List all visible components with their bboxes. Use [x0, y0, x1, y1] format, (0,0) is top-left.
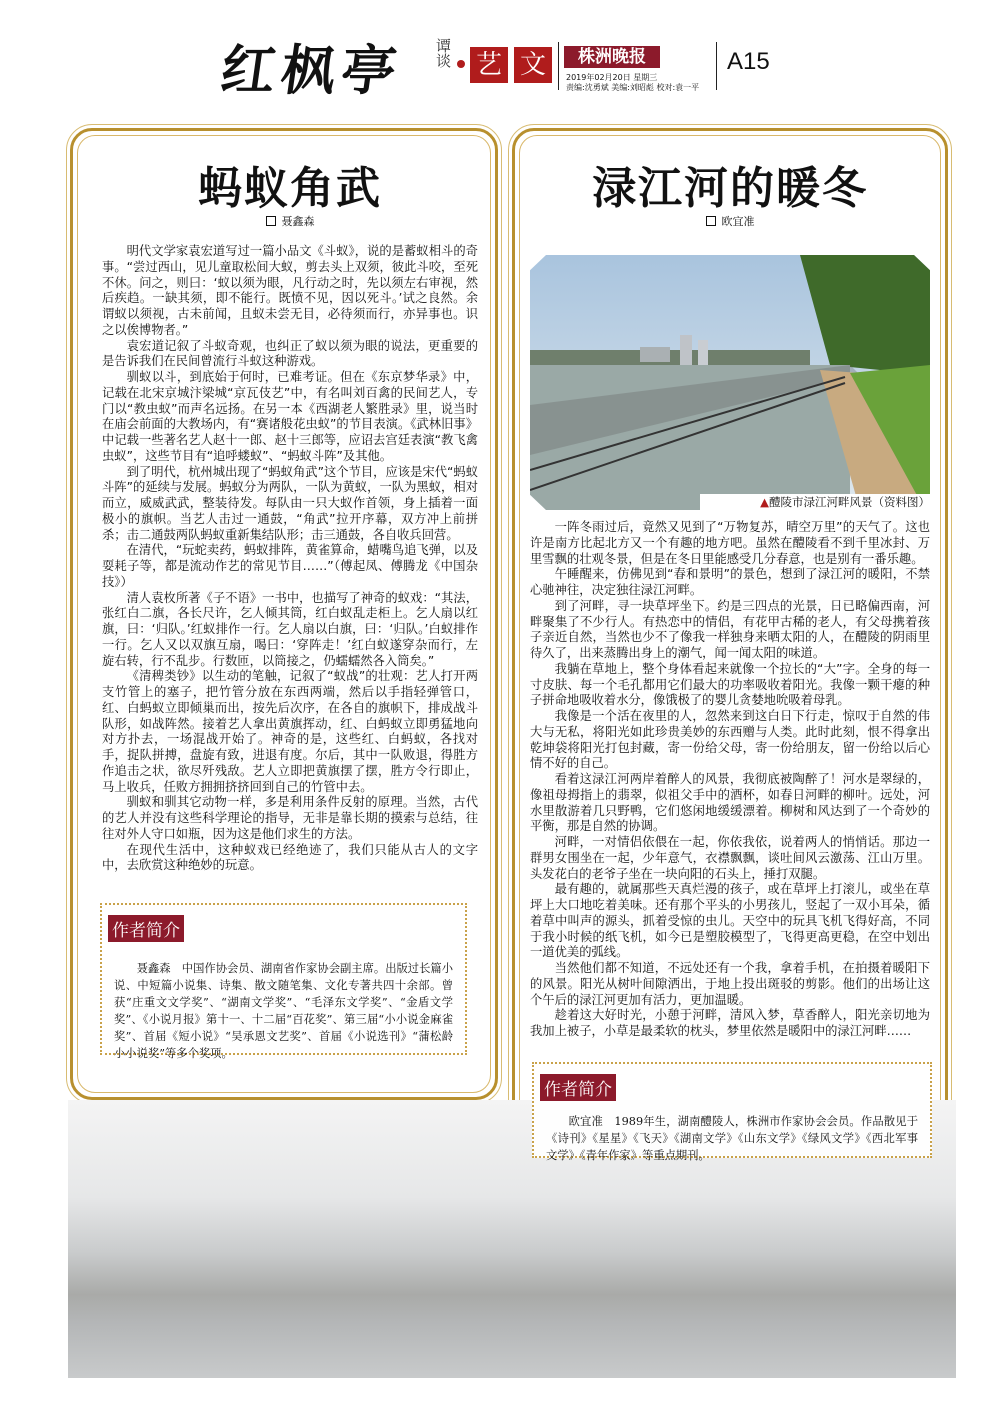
bio-text: 聂鑫森 中国作协会员、湖南省作家协会副主席。出版过长篇小说、中短篇小说集、诗集、散文随笔集、文化专著共四十余部。曾获“庄重文文学奖”、“湖南文学奖”、“毛泽东文学奖”、“金盾文学奖”、《小说月报》第十一、十二届“百花奖”、第三届“小小说金麻雀奖”、首届《短小说》“吴承恩文艺奖”、首届《小说选刊》“蒲松龄小小说奖”等多个奖项。: [114, 962, 453, 1060]
paragraph: 明代文学家袁宏道写过一篇小品文《斗蚁》，说的是蓄蚁相斗的奇事。“尝过西山，见儿童取松间大蚁，剪去头上双须，彼此斗咬，至死不休。问之，则曰：‘蚁以须为眼，凡行动之时，先以须左右审视，然后疾趋。一缺其须，即不能行。既愤不见，因以死斗。’试之良然。余谓蚁以须视，古未前闻，且蚁未尝无目，必待须而行，亦异事也。识之以俟博物者。”: [102, 244, 478, 337]
author-bio: [532, 1062, 932, 1162]
byline: [100, 213, 480, 229]
divider: [716, 42, 717, 90]
paragraph: 在现代生活中，这种蚁戏已经绝迹了，我们只能从古人的文字中，去欣赏这种绝妙的玩意。: [102, 842, 478, 873]
paragraph: 趁着这大好时光，小憩于河畔，清风入梦，草香醉人，阳光亲切地为我加上被子，小草是最柔软的枕头，梦里依然是暖阳中的渌江河畔……: [530, 1008, 930, 1038]
masthead-logo: 红枫亭: [217, 38, 407, 102]
red-dot-icon: [457, 60, 465, 68]
bio-label: 作者简介: [108, 915, 184, 942]
masthead-signature: 谭谈: [434, 38, 452, 68]
paragraph: 在清代，“玩蛇卖药，蚂蚁排阵，黄雀算命，蜡嘴鸟追飞弹，以及耍耗子等，都是流动作艺的常见节目……”（傅起凤、傅腾龙《中国杂技》）: [102, 543, 478, 589]
byline: [530, 213, 930, 229]
paragraph: 到了明代，杭州城出现了“蚂蚁角武”这个节目，应该是宋代“蚂蚁斗阵”的延续与发展。蚂蚁分为两队，一队为黄蚁，一队为黑蚁，相对而立，威威武武，整装待发。每队由一只大蚁作首领，身上插着一面极小的旗帜。当艺人击过一通鼓，“角武”拉开序幕，双方冲上前拼杀；击二通鼓两队蚂蚁重新集结队形；击三通鼓，各自收兵回营。: [102, 464, 478, 542]
paragraph: 最有趣的，就属那些天真烂漫的孩子，或在草坪上打滚儿，或坐在草坪上大口地吃着美味。还有那个平头的小男孩儿，竖起了一双小耳朵，循着草中叫声的源头，抓着受惊的虫儿。天空中的玩具飞机飞得好高，不同于我小时候的纸飞机，如今已是塑胶模型了，飞得更高更稳，在空中划出一道优美的弧线。: [530, 882, 930, 960]
square-icon: [266, 216, 276, 226]
section-char-2: 文: [514, 47, 552, 83]
article-body: [530, 520, 930, 1040]
article-title: 蚂蚁角武: [198, 163, 382, 214]
editor-credits: 责编:沈勇斌 美编:刘昭彪 校对:袁一平: [566, 83, 700, 92]
paragraph: 河畔，一对情侣依偎在一起，你依我依，说着两人的悄悄话。那边一群男女围坐在一起，少年意气，衣襟飘飘，谈吐间风云激荡、江山万里。头发花白的老爷子坐在一块向阳的石头上，捶打双腿。: [530, 835, 930, 881]
newspaper-logo: 株洲晚报: [564, 46, 660, 68]
article-body: [102, 244, 478, 874]
photo-caption: [700, 494, 930, 510]
divider: [558, 42, 559, 90]
bio-text: 欧宜准 1989年生，湖南醴陵人，株洲市作家协会会员。作品散见于《诗刊》《星星》《飞天》《湖南文学》《山东文学》《绿风文学》《西北军事文学》《青年作家》等重点期刊。: [546, 1115, 918, 1162]
paragraph: 袁宏道记叙了斗蚁奇观，也纠正了蚁以须为眼的说法，更重要的是告诉我们在民间曾流行斗蚁这种游戏。: [102, 338, 478, 369]
author-name: 聂鑫森: [281, 215, 315, 228]
paragraph: 到了河畔，寻一块草坪坐下。约是三四点的光景，日已略偏西南，河畔聚集了不少行人。有热恋中的情侣，有花甲古稀的老人，有父母携着孩子亲近自然，当然也少不了像我一样独身来晒太阳的人，在醴陵的阴雨里待久了，出来蒸腾出身上的潮气，闻一闻太阳的味道。: [530, 598, 930, 660]
page-header: [0, 0, 986, 110]
issue-date: 2019年02月20日 星期三: [566, 73, 658, 82]
square-icon: [706, 216, 716, 226]
page-number: A15: [727, 48, 770, 75]
bio-label: 作者简介: [540, 1074, 616, 1101]
paragraph: 《清稗类钞》以生动的笔触，记叙了“蚁战”的壮观：艺人打开两支竹管上的塞子，把竹管分放在东西两端，然后以手指轻弹管口，红、白蚂蚁立即倾巢而出，按先后次序，在各自的旗帜下，排成战斗队形，如战阵然。接着艺人拿出黄旗挥动，红、白蚂蚁立即勇猛地向对方扑去，一场混战开始了。神奇的是，这些红、白蚂蚁，各找对手，捉队拼搏，盘旋有致，进退有度。尔后，其中一队败退，得胜方作追击之状，欲尽歼残敌。艺人立即把黄旗摆了摆，胜方令行即止，马上收兵，任败方拥拥挤挤回到自己的竹管中去。: [102, 669, 478, 794]
paragraph: 驯蚁和驯其它动物一样，多是利用条件反射的原理。当然，古代的艺人并没有这些科学理论的指导，无非是靠长期的摸索与总结，往往对外人守口如瓶，因为这是他们求生的方法。: [102, 795, 478, 841]
article-title: 渌江河的暖冬: [592, 163, 868, 214]
paragraph: 午睡醒来，仿佛见到“春和景明”的景色，想到了渌江河的暖阳，不禁心驰神往，决定独往渌江河畔。: [530, 567, 930, 597]
paragraph: 清人袁枚所著《子不语》一书中，也描写了神奇的蚁戏：“其法，张红白二旗，各长尺许，乞人倾其筒，红白蚁乱走柜上。乞人扇以红旗，曰：‘归队。’红蚁排作一行。乞人扇以白旗，曰：‘归队。’白蚁排作一行。乞人又以双旗互扇，喝曰：‘穿阵走！’红白蚁遂穿杂而行，左旋右转，行不乱步。行数匝，以筒接之，仍蠕蠕然各入筒矣。”: [102, 590, 478, 668]
paragraph: 我像是一个活在夜里的人，忽然来到这白日下行走，惊叹于自然的伟大与无私，将阳光如此珍贵美妙的东西赠与人类。此时此刻，恨不得拿出乾坤袋将阳光打包封藏，寄一份给父母，寄一份给朋友，留一份给以后心情不好的自己。: [530, 709, 930, 771]
section-char-1: 艺: [470, 47, 508, 83]
triangle-icon: ▲: [760, 495, 769, 509]
paragraph: 当然他们都不知道，不远处还有一个我，拿着手机，在拍摄着暖阳下的风景。阳光从树叶间隙洒出，于地上投出斑驳的剪影。他们的出场让这个午后的渌江河更加有活力，更加温暖。: [530, 961, 930, 1007]
paragraph: 看着这渌江河两岸着醉人的风景，我彻底被陶醉了！河水是翠绿的，像祖母拇指上的翡翠，似祖父手中的酒杯，如春日河畔的柳叶。远处，河水里散游着几只野鸭，它们悠闲地缓缓漂着。柳树和风达到了一个奇妙的平衡，那是自然的协调。: [530, 772, 930, 834]
paragraph: 一阵冬雨过后，竟然又见到了“万物复苏，晴空万里”的天气了。这也许是南方比起北方又一个有趣的地方吧。虽然在醴陵看不到千里冰封、万里雪飘的壮观冬景，但是在冬日里能感受几分春意，也是别有一番乐趣。: [530, 520, 930, 566]
author-bio: [100, 903, 467, 1060]
author-name: 欧宜准: [721, 215, 755, 228]
paragraph: 驯蚁以斗，到底始于何时，已难考证。但在《东京梦华录》中，记载在北宋京城汴梁城“京瓦伎艺”中，有名叫刘百禽的民间艺人，专门以“教虫蚁”而声名远扬。在另一本《西湖老人繁胜录》里，说当时在庙会前面的大教场内，有“赛诸般花虫蚁”的节目表演。《武林旧事》中记载一些著名艺人赵十一郎、赵十三郎等，应诏去宫廷表演“教飞禽虫蚁”，这些节目有“追呼蝼蚁”、“蚂蚁斗阵”及其他。: [102, 370, 478, 463]
river-photo: [530, 255, 930, 510]
paragraph: 我躺在草地上，整个身体看起来就像一个拉长的“大”字。全身的每一寸皮肤、每一个毛孔都用它们最大的功率吸收着阳光。我像一颗干瘪的种子拼命地吸收着水分，像饿极了的婴儿贪婪地吮吸着母乳。: [530, 661, 930, 708]
caption-text: 醴陵市渌江河畔风景（资料图）: [769, 495, 930, 509]
